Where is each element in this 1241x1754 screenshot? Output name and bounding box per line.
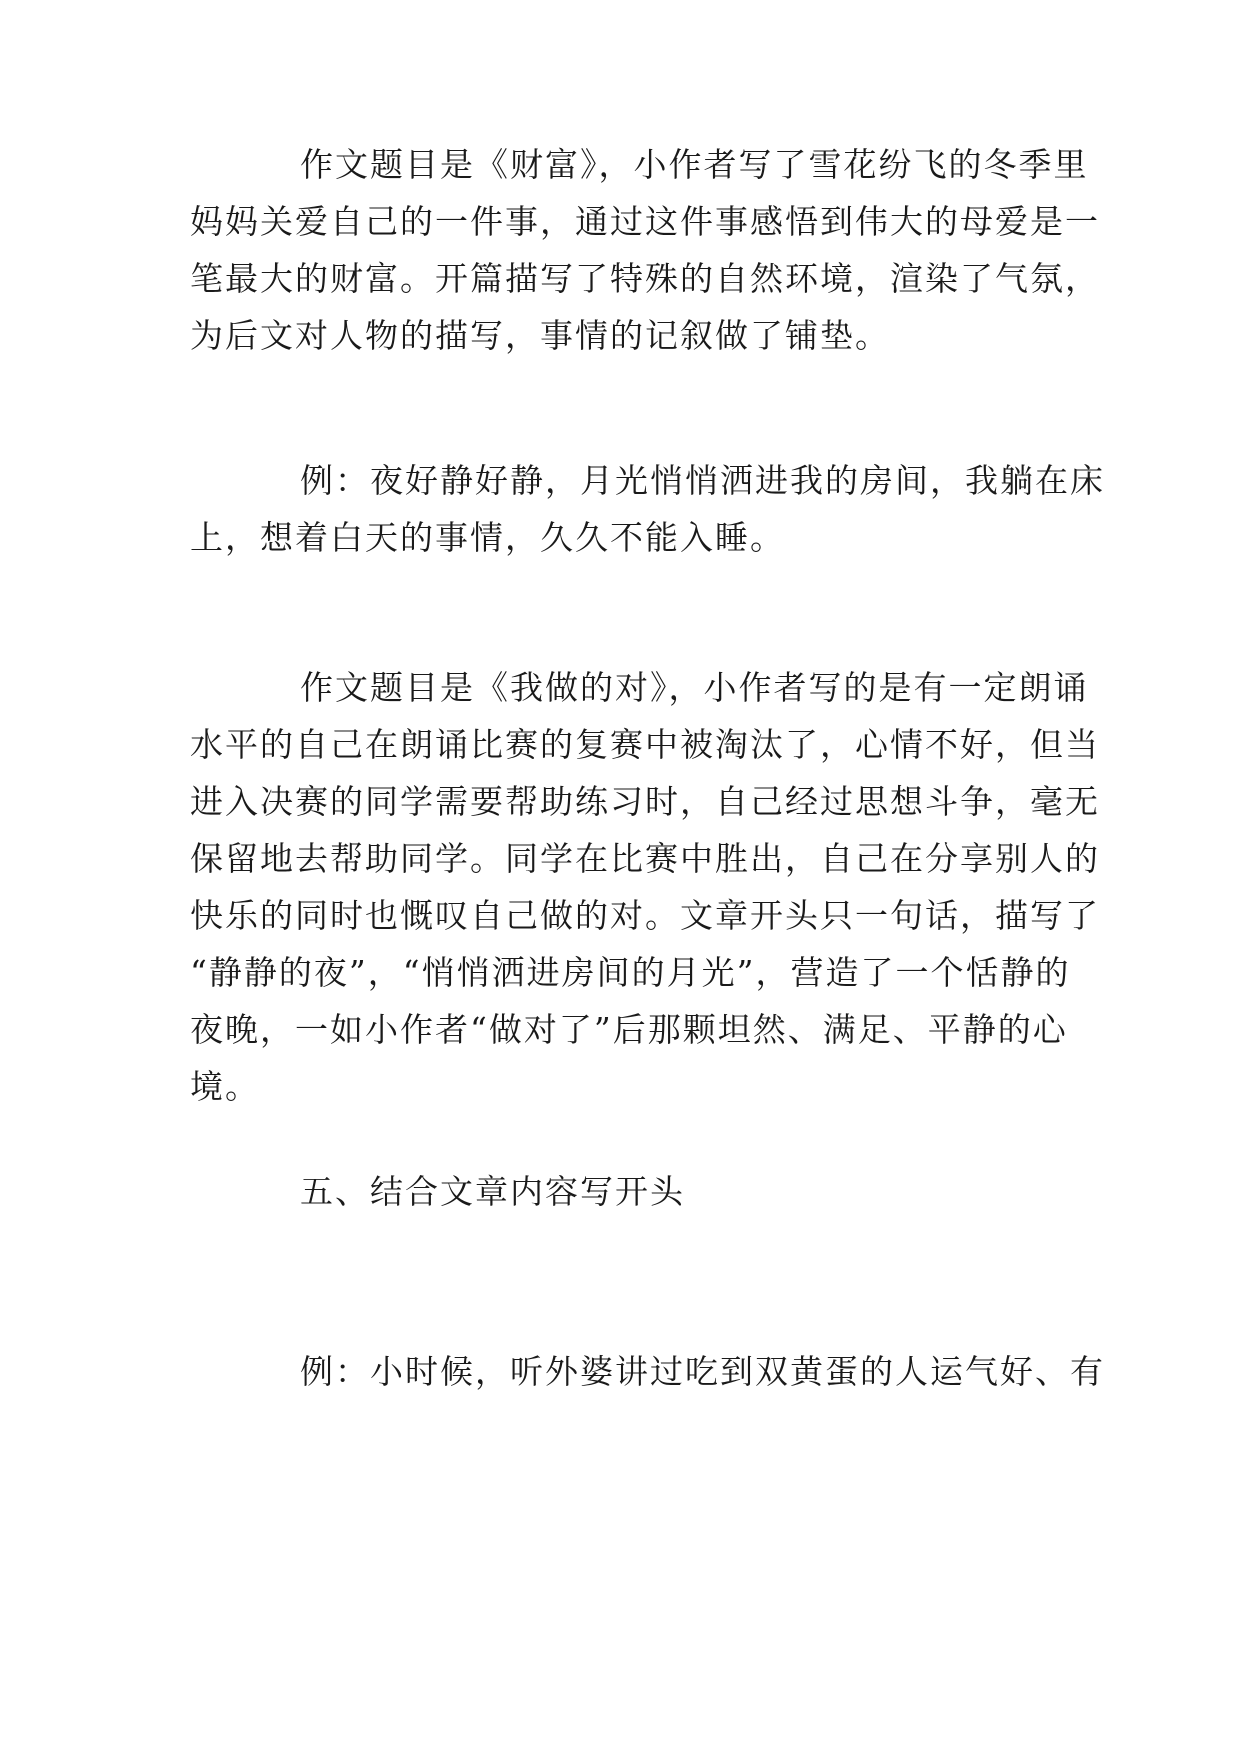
text-line: 夜晚，一如小作者“做对了”后那颗坦然、满足、平静的心 [190, 1010, 1068, 1049]
text-line: 例：小时候，听外婆讲过吃到双黄蛋的人运气好、有 [300, 1352, 1105, 1391]
text-line: 例：夜好静好静，月光悄悄洒进我的房间，我躺在床 [300, 461, 1105, 500]
paragraph-caifu-analysis [190, 136, 1100, 364]
paragraph-example-double-yolk [190, 1343, 1105, 1400]
section-heading-5 [190, 1163, 1070, 1220]
text-line: 保留地去帮助同学。同学在比赛中胜出，自己在分享别人的 [190, 839, 1100, 878]
paragraph-example-night [190, 452, 1105, 566]
text-line: 境。 [190, 1067, 260, 1106]
text-line: 作文题目是《我做的对》，小作者写的是有一定朗诵 [300, 668, 1089, 707]
text-line: 作文题目是《财富》，小作者写了雪花纷飞的冬季里 [300, 145, 1089, 184]
text-line: 为后文对人物的描写，事情的记叙做了铺垫。 [190, 316, 890, 355]
text-line: “静静的夜”，“悄悄洒进房间的月光”，营造了一个恬静的 [190, 953, 1071, 992]
text-line: 快乐的同时也慨叹自己做的对。文章开头只一句话，描写了 [190, 896, 1100, 935]
text-line: 妈妈关爱自己的一件事，通过这件事感悟到伟大的母爱是一 [190, 202, 1100, 241]
text-line: 进入决赛的同学需要帮助练习时，自己经过思想斗争，毫无 [190, 782, 1100, 821]
text-line: 上，想着白天的事情，久久不能入睡。 [190, 518, 785, 557]
heading-text: 五、结合文章内容写开头 [300, 1172, 685, 1211]
text-line: 水平的自己在朗诵比赛的复赛中被淘汰了，心情不好，但当 [190, 725, 1100, 764]
paragraph-wozuodedui-analysis [190, 659, 1100, 1115]
text-line: 笔最大的财富。开篇描写了特殊的自然环境，渲染了气氛， [190, 259, 1100, 298]
